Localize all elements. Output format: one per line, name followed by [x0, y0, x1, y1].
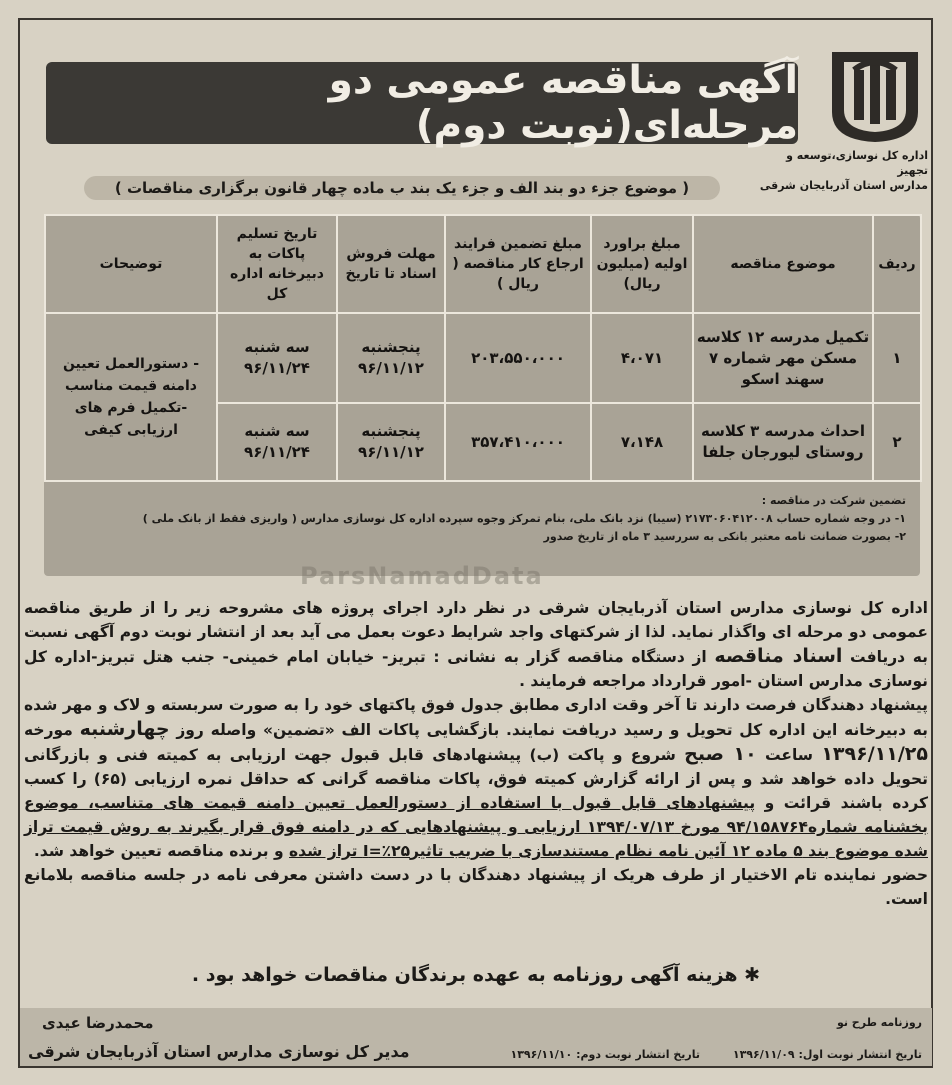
- cell-guarantee: ۲۰۳،۵۵۰،۰۰۰: [445, 313, 591, 403]
- guarantee-section: [66, 492, 906, 546]
- column-header-subject: موضوع مناقصه: [693, 215, 873, 313]
- body-text: و برنده مناقصه تعیین خواهد شد.: [33, 842, 284, 860]
- second-publish-date: تاریخ انتشار نوبت دوم: ۱۳۹۶/۱۱/۱۰: [510, 1048, 700, 1061]
- cell-index: ۱: [873, 313, 921, 403]
- organization-line: مدارس استان آذربایجان شرقی: [759, 179, 928, 192]
- body-text: حضور نماینده تام الاختیار از طرف هریک از پیشنهاد دهندگان با در دست داشتن معرفی نامه در جلسه مناقصه بلامانع است.: [24, 866, 928, 908]
- column-header-index: ردیف: [873, 215, 921, 313]
- column-header-delivery-date: تاریخ تسلیم پاکات به دبیرخانه اداره کل: [217, 215, 337, 313]
- column-header-notes: توضیحات: [45, 215, 217, 313]
- body-text: شروع و پاکت (ب) پیشنهادهای قابل قبول جهت ارزیابی به کمیته فنی و بازرگانی تحویل داده خواهد شد و پس از ارائه گزارش کمیته فوق، پاکات مناقصه گرانی که حداقل نمره ارزیابی (۶۵) را کسب کرده باشند قرائت و: [24, 746, 929, 812]
- table-header-row: [45, 215, 921, 313]
- cell-subject: تکمیل مدرسه ۱۲ کلاسه مسکن مهر شماره ۷ سهند اسکو: [693, 313, 873, 403]
- body-text: اداره کل نوسازی مدارس استان آذربایجان شرقی در نظر دارد اجرای پروژه های مشروحه زیر را از طریق مناقصه عمومی دو مرحله ای واگذار نماید. لذا از شرکتهای واجد شرایط دعوت بعمل می آید بعد از انتشار نوبت دوم آگهی نسبت به دریافت: [24, 599, 928, 666]
- body-paragraph: [24, 693, 928, 863]
- cell-delivery-date: سه شنبه ۹۶/۱۱/۲۴: [217, 403, 337, 481]
- body-text: مورخه: [24, 721, 73, 739]
- ministry-logo-icon: [824, 40, 926, 144]
- signatory-name: محمدرضا عیدی: [42, 1014, 154, 1032]
- opening-date: ۱۳۹۶/۱۱/۲۵: [821, 743, 928, 765]
- body-text: از دستگاه مناقصه گزار به نشانی : تبریز- خیابان امام خمینی- جنب هتل تبریز-اداره کل نوسازی مدارس استان -امور قرارداد مراجعه فرمایند .: [24, 648, 928, 690]
- column-header-guarantee: مبلغ تضمین فرایند ارجاع کار مناقصه ( ریال ): [445, 215, 591, 313]
- cell-sale-deadline: پنجشنبه ۹۶/۱۱/۱۲: [337, 313, 445, 403]
- column-header-sale-deadline: مهلت فروش اسناد تا تاریخ: [337, 215, 445, 313]
- organization-name: [758, 148, 928, 193]
- final-note: ✱ هزینه آگهی روزنامه به عهده برندگان مناقصات خواهد بود .: [191, 964, 761, 986]
- watermark: ParsNamadData: [300, 562, 544, 590]
- opening-day: چهارشنبه: [79, 718, 170, 740]
- newspaper-name: روزنامه طرح نو: [836, 1016, 922, 1029]
- tender-table-panel: [44, 214, 920, 576]
- cell-index: ۲: [873, 403, 921, 481]
- column-header-estimate: مبلغ براورد اولیه (میلیون ریال): [591, 215, 693, 313]
- guarantee-heading: تضمین شرکت در مناقصه :: [761, 494, 906, 507]
- body-paragraph: [24, 596, 928, 693]
- signatory-title: مدیر کل نوسازی مدارس استان آذربایجان شرقی: [28, 1042, 410, 1061]
- subject-line: ( موضوع جزء دو بند الف و جزء یک بند ب ماده چهار قانون برگزاری مناقصات ): [84, 176, 720, 200]
- guarantee-item: ۱- در وجه شماره حساب ۲۱۷۳۰۶۰۴۱۲۰۰۸ (سیبا) نزد بانک ملی، بنام تمرکز وجوه سپرده اداره کل نوسازی مدارس ( واریزی فقط از بانک ملی ): [142, 512, 906, 525]
- cell-estimate: ۷،۱۴۸: [591, 403, 693, 481]
- announcement-body: [24, 596, 928, 911]
- cell-sale-deadline: پنجشنبه ۹۶/۱۱/۱۲: [337, 403, 445, 481]
- cell-delivery-date: سه شنبه ۹۶/۱۱/۲۴: [217, 313, 337, 403]
- footer: [20, 1008, 932, 1066]
- cell-subject: احداث مدرسه ۳ کلاسه روستای لیورجان جلفا: [693, 403, 873, 481]
- emphasis-text: اسناد مناقصه: [714, 645, 843, 667]
- body-paragraph: [24, 863, 928, 911]
- first-publish-date: تاریخ انتشار نوبت اول: ۱۳۹۶/۱۱/۰۹: [732, 1048, 922, 1061]
- body-text: پیشنهاد دهندگان فرصت دارند تا آخر وقت اداری مطابق جدول فوق پاکتهای خود را به صورت سربسته و لاک و مهر شده به دبیرخانه این اداره کل تحویل و رسید دریافت نمایند. بازگشایی پاکات الف «تضمین» واصله روز: [24, 696, 928, 739]
- notes-line: -تکمیل فرم های ارزیابی کیفی: [74, 400, 188, 438]
- tender-table: [44, 214, 922, 482]
- cell-estimate: ۴،۰۷۱: [591, 313, 693, 403]
- body-text: ساعت: [764, 746, 814, 764]
- notes-line: - دستورالعمل تعیین دامنه قیمت مناسب: [62, 356, 200, 394]
- organization-line: اداره کل نوسازی،توسعه و تجهیز: [786, 149, 928, 177]
- cell-guarantee: ۳۵۷،۴۱۰،۰۰۰: [445, 403, 591, 481]
- underlined-text: پیشنهادهای قابل قبول با استفاده از دستورالعمل تعیین دامنه قیمت های متناسب، موضوع بخشنامه شماره۹۴/۱۵۸۷۶۴ مورخ ۱۳۹۴/۰۷/۱۳ ارزیابی و پیشنهادهایی که در دامنه فوق قرار بگیرند به روش قیمت تراز شده موضوع بند ۵ ماده ۱۲ آئین نامه نظام مستندسازی با ضریب تاثیر۲۵٪=I تراز شده: [24, 794, 928, 860]
- table-row: [45, 313, 921, 403]
- cell-notes: [45, 313, 217, 481]
- guarantee-item: ۲- بصورت ضمانت نامه معتبر بانکی به سررسید ۳ ماه از تاریخ صدور: [543, 530, 906, 543]
- page-title: آگهی مناقصه عمومی دو مرحله‌ای(نوبت دوم): [46, 62, 798, 144]
- opening-time: ۱۰ صبح: [684, 743, 757, 765]
